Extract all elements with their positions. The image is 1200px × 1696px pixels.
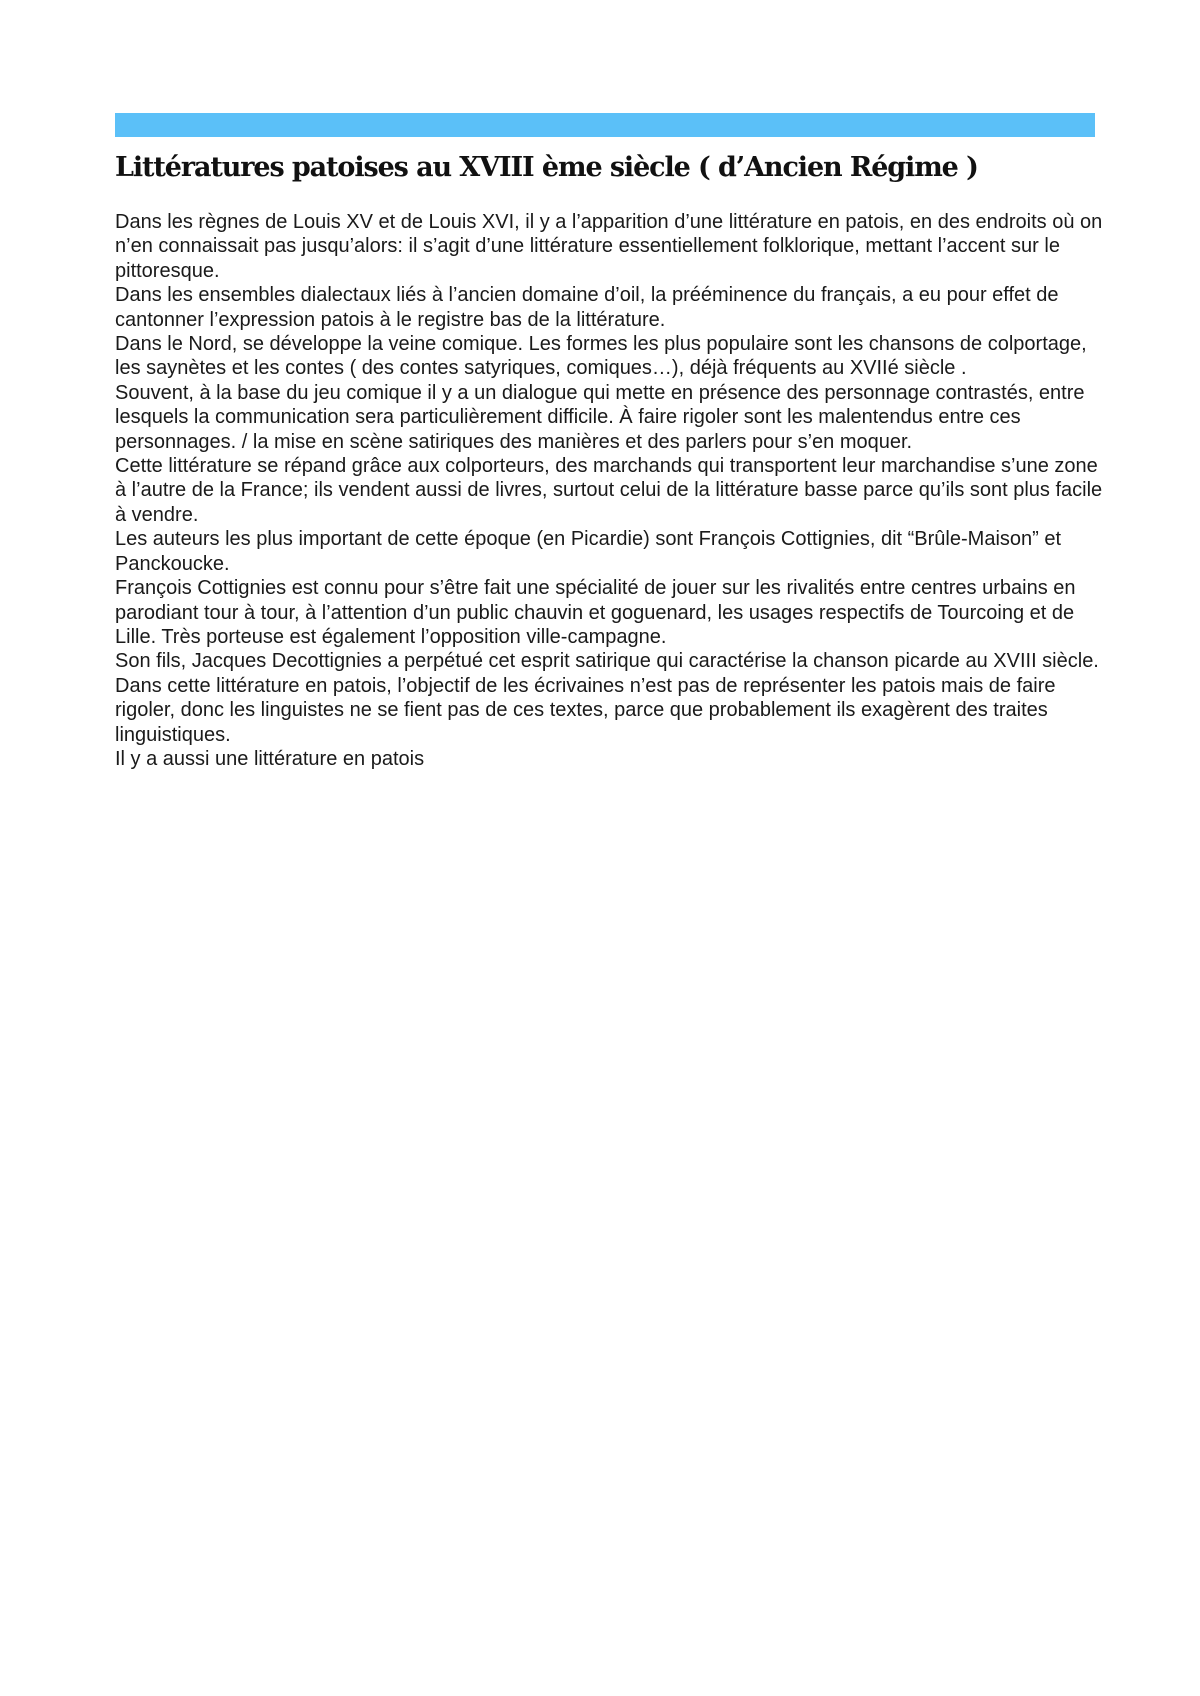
body-paragraph-9: Dans cette littérature en patois, l’objectif de les écrivaines n’est pas de représenter les patois mais de faire rigoler, donc les linguistes ne se fient pas de ces textes, parce que probablement ils exagèrent des traites linguistiques. — [115, 674, 1056, 746]
body-paragraph-6: Les auteurs les plus important de cette époque (en Picardie) sont François Cottignies, dit “Brûle-Maison” et Panckoucke. — [115, 528, 1062, 575]
document-body — [115, 210, 1105, 771]
body-paragraph-4: Souvent, à la base du jeu comique il y a un dialogue qui mette en présence des personnage contrastés, entre lesquels la communication sera particulièrement difficile. À faire rigoler sont les malentendus entre ces personnages. / la mise en scène satiriques des manières et des parlers pour s’en moquer. — [115, 381, 1085, 453]
body-paragraph-10: Il y a aussi une littérature en patois — [115, 747, 425, 770]
body-paragraph-8: Son fils, Jacques Decottignies a perpétué cet esprit satirique qui caractérise la chanson picarde au XVIII siècle. — [115, 650, 1099, 673]
body-paragraph-1: Dans les règnes de Louis XV et de Louis XVI, il y a l’apparition d’une littérature en patois, en des endroits où on n’en connaissait pas jusqu’alors: il s’agit d’une littérature essentiellement folklorique, mettant l’accent sur le pittoresque. — [115, 211, 1103, 282]
body-paragraph-3: Dans le Nord, se développe la veine comique. Les formes les plus populaire sont les chansons de colportage, les saynètes et les contes ( des contes satyriques, comiques…), déjà fréquents au XVIIé siècle . — [115, 333, 1087, 380]
body-paragraph-5: Cette littérature se répand grâce aux colporteurs, des marchands qui transportent leur marchandise s’une zone à l’autre de la France; ils vendent aussi de livres, surtout celui de la littérature basse parce qu’ils sont plus facile à vendre. — [115, 455, 1103, 526]
header-accent-bar — [115, 113, 1095, 137]
body-paragraph-2: Dans les ensembles dialectaux liés à l’ancien domaine d’oil, la prééminence du français, a eu pour effet de cantonner l’expression patois à le registre bas de la littérature. — [115, 284, 1059, 331]
page-title: Littératures patoises au XVIII ème siècle ( d’Ancien Régime ) — [115, 152, 978, 183]
body-paragraph-7: François Cottignies est connu pour s’être fait une spécialité de jouer sur les rivalités entre centres urbains en parodiant tour à tour, à l’attention d’un public chauvin et goguenard, les usages respectifs de Tourcoing et de Lille. Très porteuse est également l’opposition ville-campagne. — [115, 577, 1076, 648]
